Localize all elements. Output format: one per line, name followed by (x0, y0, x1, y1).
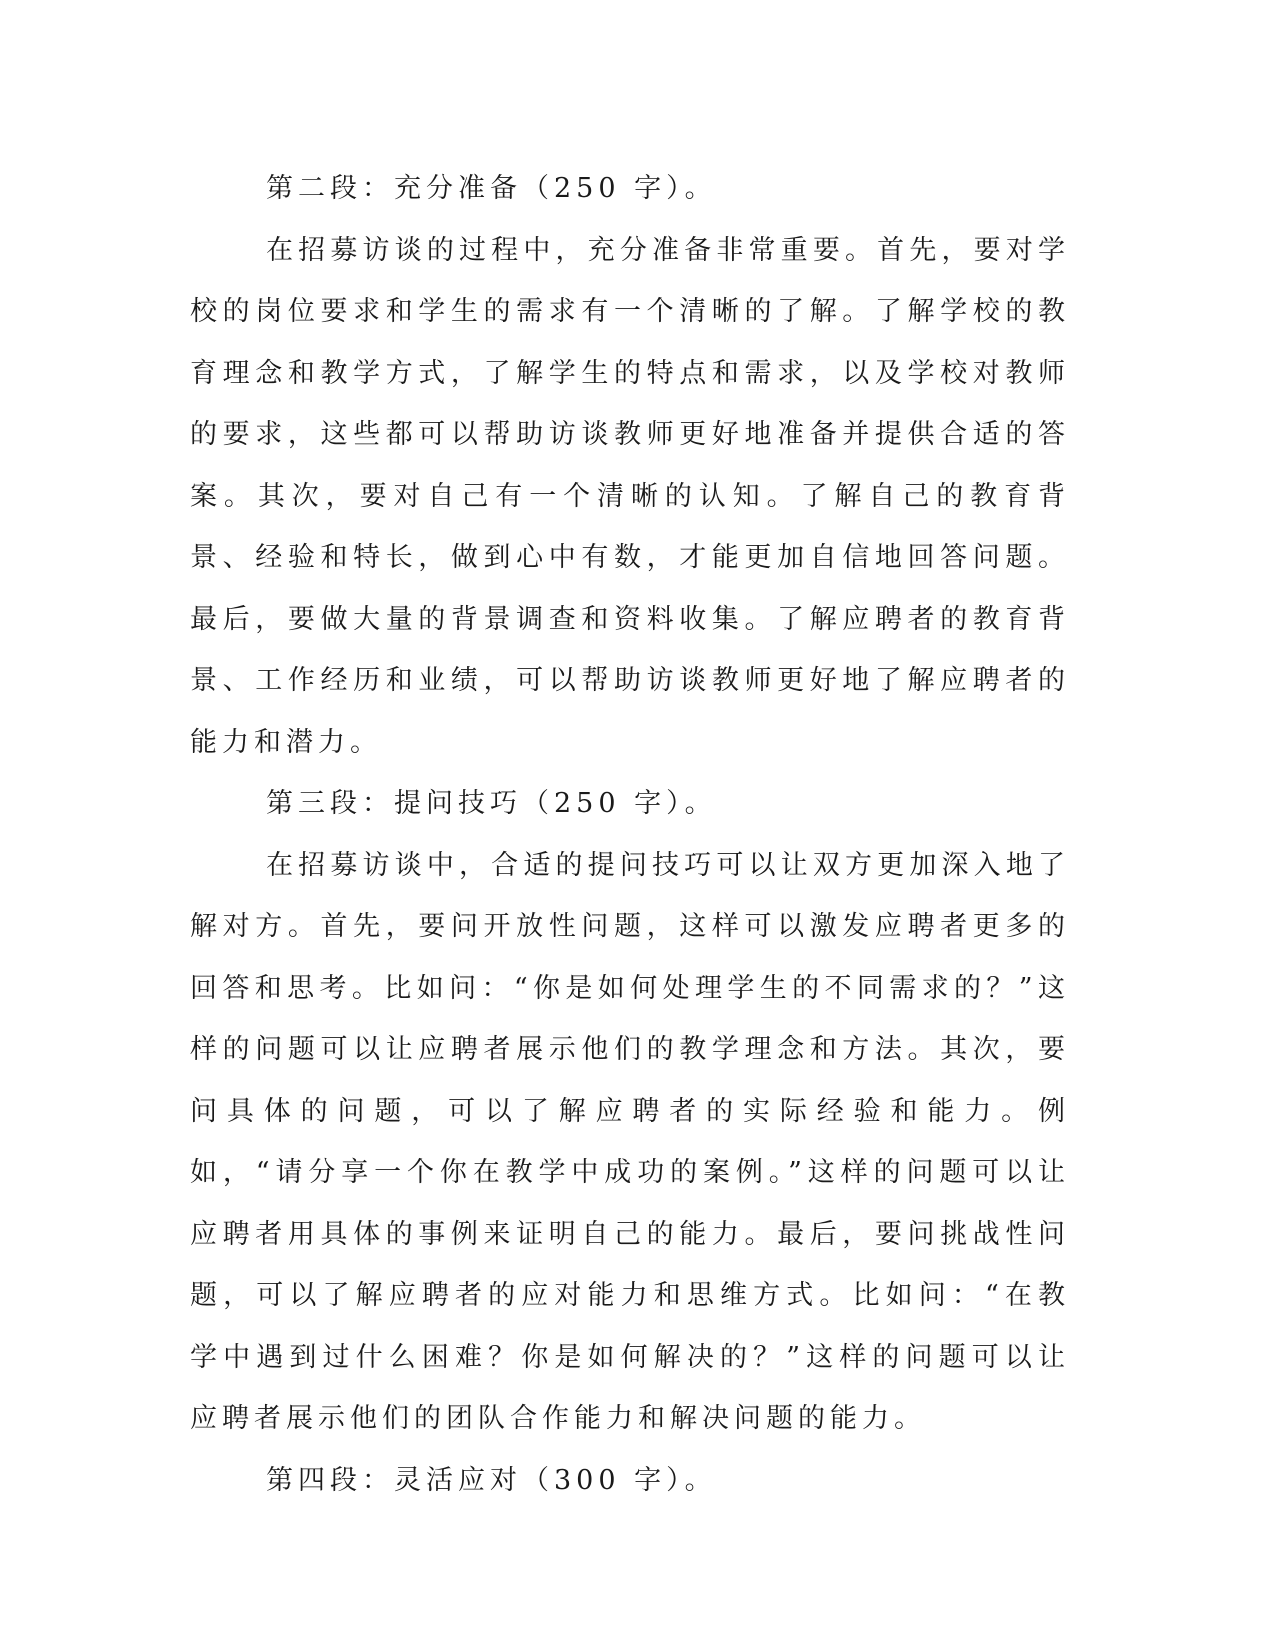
body-paragraph-questioning: 在招募访谈中，合适的提问技巧可以让双方更加深入地了解对方。首先，要问开放性问题，这样可以激发应聘者更多的回答和思考。比如问：“你是如何处理学生的不同需求的？”这样的问题可以让应聘者展示他们的教学理念和方法。其次，要问具体的问题，可以了解应聘者的实际经验和能力。例如，“请分享一个你在教学中成功的案例。”这样的问题可以让应聘者用具体的事例来证明自己的能力。最后，要问挑战性问题，可以了解应聘者的应对能力和思维方式。比如问：“在教学中遇到过什么困难？你是如何解决的？”这样的问题可以让应聘者展示他们的团队合作能力和解决问题的能力。 (190, 849, 1070, 1434)
document-body (190, 158, 1070, 1511)
body-paragraph-preparation: 在招募访谈的过程中，充分准备非常重要。首先，要对学校的岗位要求和学生的需求有一个清晰的了解。了解学校的教育理念和教学方式，了解学生的特点和需求，以及学校对教师的要求，这些都可以帮助访谈教师更好地准备并提供合适的答案。其次，要对自己有一个清晰的认知。了解自己的教育背景、经验和特长，做到心中有数，才能更加自信地回答问题。最后，要做大量的背景调查和资料收集。了解应聘者的教育背景、工作经历和业绩，可以帮助访谈教师更好地了解应聘者的能力和潜力。 (190, 234, 1070, 758)
section-heading-3: 第三段：提问技巧（250 字）。 (266, 788, 717, 819)
section-heading-2: 第二段：充分准备（250 字）。 (266, 173, 717, 204)
section-heading-4: 第四段：灵活应对（300 字）。 (266, 1464, 717, 1496)
